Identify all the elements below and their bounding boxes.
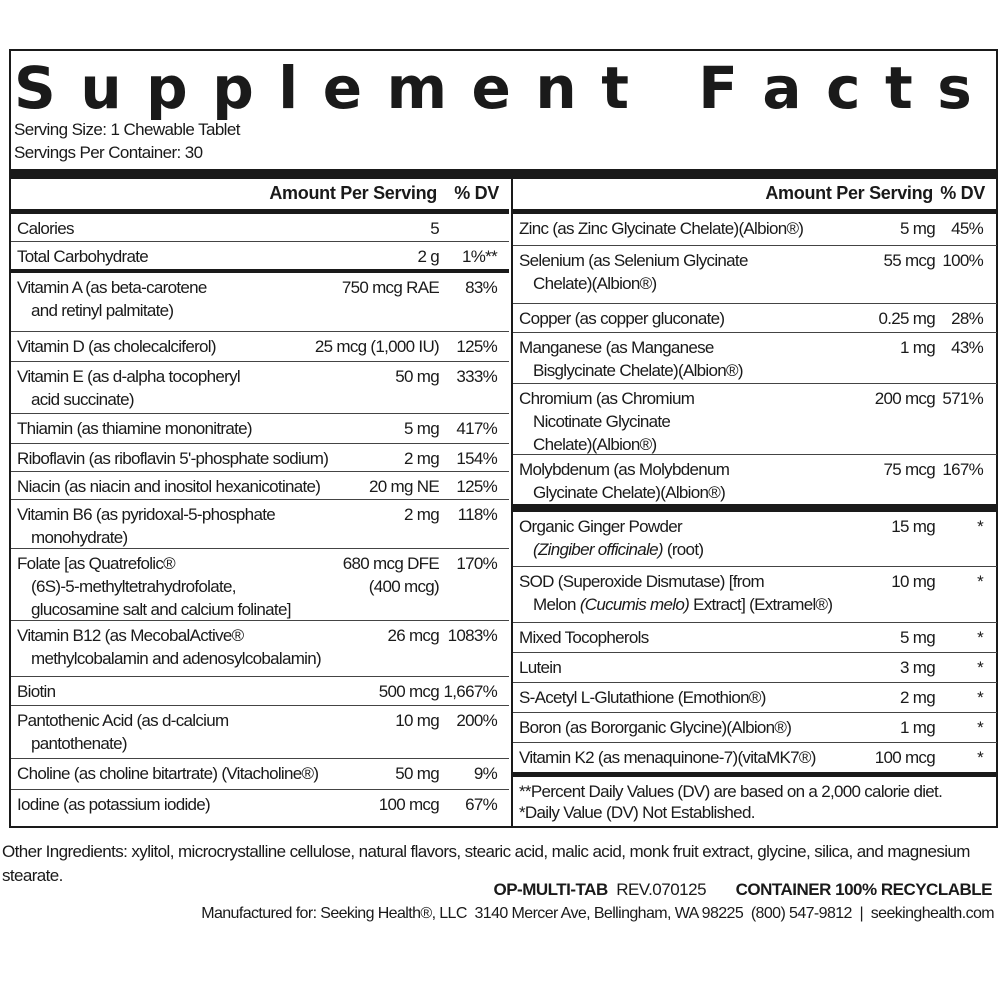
amount-line: 0.25 mg — [878, 309, 935, 328]
name-segment: Total Carbohydrate — [17, 247, 149, 266]
product-code: OP-MULTI-TAB — [493, 880, 608, 899]
nutrient-amount — [395, 709, 439, 732]
nutrient-row — [11, 499, 509, 548]
footnotes — [513, 777, 997, 823]
divider-bar — [11, 169, 996, 179]
nutrient-amount — [369, 475, 439, 498]
nutrient-name-line — [519, 570, 832, 593]
nutrient-name — [519, 249, 748, 295]
nutrient-name — [17, 276, 207, 322]
nutrient-name-line — [519, 458, 729, 481]
nutrient-amount — [891, 515, 935, 538]
nutrient-dv: 28% — [951, 309, 983, 328]
nutrient-row — [11, 413, 509, 443]
name-segment: Folate [as Quatrefolic® — [17, 554, 176, 573]
name-segment: Vitamin K2 (as menaquinone-7)(vitaMK7®) — [519, 748, 816, 767]
name-segment: Mixed Tocopherols — [519, 628, 649, 647]
nutrient-row — [11, 620, 509, 676]
name-segment: Melon — [533, 595, 580, 614]
title-letter — [654, 58, 674, 118]
nutrient-amount — [404, 417, 439, 440]
nutrient-name — [519, 656, 561, 679]
nutrient-name — [17, 552, 291, 621]
nutrient-amount — [430, 217, 439, 240]
name-segment: Zinc (as Zinc Glycinate Chelate)(Albion®) — [519, 219, 804, 238]
name-segment: and retinyl palmitate) — [31, 301, 174, 320]
nutrient-name-line — [17, 598, 291, 621]
nutrient-row — [11, 789, 509, 819]
nutrient-row — [513, 245, 997, 303]
nutrient-row — [513, 712, 997, 742]
nutrient-name-line — [519, 746, 816, 769]
table-header — [513, 179, 997, 209]
title-letter: S — [14, 54, 56, 122]
amount-line: (400 mcg) — [368, 577, 439, 596]
nutrient-amount — [315, 335, 439, 358]
name-segment: (root) — [662, 540, 704, 559]
nutrient-row — [11, 241, 509, 269]
nutrient-row — [11, 471, 509, 499]
nutrient-dv: 1%** — [461, 247, 497, 266]
nutrient-name — [17, 365, 240, 411]
name-segment: Vitamin D (as cholecalciferol) — [17, 337, 216, 356]
nutrient-amount — [900, 626, 935, 649]
nutrient-dv: * — [977, 718, 983, 737]
title-letter: c — [826, 54, 861, 122]
amount-line: 2 g — [417, 247, 439, 266]
nutrient-name — [17, 447, 328, 470]
revision: REV.070125 — [616, 880, 707, 899]
nutrient-name — [519, 570, 832, 616]
dv-header: % DV — [940, 183, 985, 203]
name-segment: Thiamin (as thiamine mononitrate) — [17, 419, 252, 438]
divider-thick — [513, 504, 997, 512]
nutrient-dv: 43% — [951, 338, 983, 357]
nutrient-name — [17, 624, 321, 670]
product-codes — [494, 880, 993, 900]
nutrient-name-line — [519, 359, 743, 382]
nutrient-row — [11, 758, 509, 789]
nutrient-amount — [379, 680, 439, 703]
nutrient-row — [513, 303, 997, 332]
amount-line: 500 mcg — [378, 682, 439, 701]
name-segment: (Zingiber officinale) — [533, 540, 663, 559]
nutrient-name — [519, 515, 703, 561]
nutrient-dv: 333% — [456, 367, 497, 386]
nutrient-dv: * — [977, 688, 983, 707]
name-segment: Extract] (Extramel®) — [689, 595, 833, 614]
nutrient-row — [11, 705, 509, 758]
nutrient-amount — [900, 686, 935, 709]
nutrient-amount — [379, 793, 439, 816]
nutrient-dv: 200% — [456, 711, 497, 730]
footnote: *Daily Value (DV) Not Established. — [519, 803, 755, 822]
name-segment: (Cucumis melo) — [579, 595, 690, 614]
nutrient-name-line — [17, 475, 320, 498]
title-letter: t — [601, 54, 629, 122]
name-segment: methylcobalamin and adenosylcobalamin) — [31, 649, 321, 668]
title-letter: F — [698, 54, 738, 122]
title-letter: p — [146, 54, 188, 122]
nutrient-name — [17, 503, 275, 549]
nutrient-name — [519, 716, 791, 739]
amount-line: 5 — [430, 219, 439, 238]
nutrient-name — [519, 458, 729, 504]
nutrient-name-line — [519, 433, 694, 456]
nutrient-name-line — [17, 762, 318, 785]
amount-line: 2 mg — [404, 449, 439, 468]
amount-line: 15 mg — [891, 517, 935, 536]
name-segment: Boron (as Bororganic Glycine)(Albion®) — [519, 718, 792, 737]
name-segment: Glycinate Chelate)(Albion®) — [533, 483, 726, 502]
nutrient-amount — [342, 276, 439, 299]
nutrient-dv: * — [977, 628, 983, 647]
amount-line: 5 mg — [900, 628, 935, 647]
nutrient-amount — [878, 307, 935, 330]
nutrient-name-line — [17, 447, 328, 470]
nutrient-dv: 83% — [465, 278, 497, 297]
nutrient-row — [513, 512, 997, 566]
nutrient-name-line — [519, 336, 743, 359]
title-letter: s — [937, 54, 972, 122]
nutrient-row — [11, 443, 509, 471]
amount-line: 20 mg NE — [369, 477, 439, 496]
nutrient-dv: 571% — [942, 389, 983, 408]
amount-line: 75 mcg — [883, 460, 935, 479]
nutrient-name-line — [17, 335, 216, 358]
nutrient-name — [17, 680, 55, 703]
nutrient-row — [11, 361, 509, 413]
dv-header: % DV — [454, 183, 499, 203]
nutrient-name — [17, 245, 148, 268]
name-segment: Pantothenic Acid (as d-calcium — [17, 711, 229, 730]
nutrient-name-line — [519, 249, 748, 272]
nutrient-name-line — [17, 793, 210, 816]
nutrient-dv: 125% — [456, 337, 497, 356]
name-segment: glucosamine salt and calcium folinate] — [31, 600, 291, 619]
nutrient-name-line — [17, 388, 240, 411]
name-segment: Calories — [17, 219, 74, 238]
nutrient-dv: 118% — [457, 505, 497, 524]
nutrient-name — [519, 387, 694, 456]
serving-size: Serving Size: 1 Chewable Tablet — [14, 120, 240, 139]
nutrient-name — [519, 746, 816, 769]
amount-line: 680 mcg DFE — [342, 554, 439, 573]
manufacturer-info: Manufactured for: Seeking Health®, LLC 3140 Mercer Ave, Bellingham, WA 98225 (800) 547-9812 | seekinghealth.com — [201, 905, 994, 922]
nutrient-dv: 167% — [942, 460, 983, 479]
nutrient-name-line — [17, 276, 207, 299]
amount-line: 2 mg — [900, 688, 935, 707]
nutrient-name — [519, 307, 724, 330]
title-letter: l — [278, 54, 299, 122]
amount-line: 100 mcg — [378, 795, 439, 814]
amount-line: 5 mg — [404, 419, 439, 438]
nutrient-name-line — [519, 272, 748, 295]
nutrient-name-line — [17, 732, 228, 755]
nutrient-name-line — [17, 217, 74, 240]
nutrient-name-line — [17, 647, 321, 670]
amount-line: 200 mcg — [874, 389, 935, 408]
nutrient-amount — [417, 245, 439, 268]
name-segment: Chelate)(Albion®) — [533, 274, 657, 293]
amount-line: 26 mcg — [387, 626, 439, 645]
amount-line: 55 mcg — [883, 251, 935, 270]
nutrient-name — [17, 475, 320, 498]
panel-title — [14, 54, 972, 122]
nutrient-dv: 170% — [456, 554, 497, 573]
nutrient-dv: * — [977, 572, 983, 591]
name-segment: S-Acetyl L-Glutathione (Emothion®) — [519, 688, 766, 707]
nutrient-name-line — [519, 686, 766, 709]
title-letter: t — [884, 54, 913, 122]
name-segment: Molybdenum (as Molybdenum — [519, 460, 730, 479]
nutrient-row — [513, 742, 997, 772]
nutrient-dv: 9% — [473, 764, 497, 783]
name-segment: Iodine (as potassium iodide) — [17, 795, 211, 814]
nutrient-name-line — [17, 680, 55, 703]
nutrient-row — [11, 273, 509, 331]
nutrient-amount — [883, 458, 935, 481]
nutrient-name-line — [17, 365, 240, 388]
name-segment: Selenium (as Selenium Glycinate — [519, 251, 748, 270]
nutrient-amount — [900, 656, 935, 679]
nutrient-name-line — [17, 526, 275, 549]
nutrient-name-line — [519, 593, 832, 616]
amount-header: Amount Per Serving — [765, 183, 933, 203]
name-segment: monohydrate) — [31, 528, 128, 547]
name-segment: Lutein — [519, 658, 562, 677]
nutrient-amount — [875, 746, 935, 769]
amount-line: 1 mg — [900, 338, 935, 357]
nutrient-name-line — [519, 626, 649, 649]
amount-line: 100 mcg — [874, 748, 935, 767]
nutrient-dv: 1083% — [447, 626, 497, 645]
name-segment: Manganese (as Manganese — [519, 338, 714, 357]
nutrient-name-line — [519, 387, 694, 410]
nutrient-name — [17, 217, 74, 240]
nutrient-amount — [395, 365, 439, 388]
nutrient-name-line — [519, 538, 703, 561]
nutrient-dv: 100% — [942, 251, 983, 270]
amount-line: 1 mg — [900, 718, 935, 737]
name-segment: (6S)-5-methyltetrahydrofolate, — [31, 577, 236, 596]
recyclable-note: CONTAINER 100% RECYCLABLE — [735, 880, 992, 899]
nutrient-dv: * — [977, 517, 983, 536]
title-letter: u — [80, 54, 122, 122]
amount-line: 750 mcg RAE — [341, 278, 439, 297]
servings-per-container: Servings Per Container: 30 — [14, 143, 203, 162]
nutrient-row — [11, 548, 509, 620]
amount-line: 50 mg — [395, 764, 439, 783]
nutrient-amount — [395, 762, 439, 785]
name-segment: Vitamin A (as beta-carotene — [17, 278, 207, 297]
nutrient-row — [513, 682, 997, 712]
title-letter: e — [322, 54, 363, 122]
name-segment: Vitamin B12 (as MecobalActive® — [17, 626, 244, 645]
nutrient-row — [513, 332, 997, 383]
nutrient-amount — [900, 217, 935, 240]
nutrient-row — [513, 622, 997, 652]
name-segment: pantothenate) — [31, 734, 127, 753]
nutrient-name-line — [519, 481, 729, 504]
nutrient-row — [513, 383, 997, 454]
name-segment: Niacin (as niacin and inositol hexanicotinate) — [17, 477, 321, 496]
amount-line: 5 mg — [900, 219, 935, 238]
nutrient-dv: 67% — [465, 795, 497, 814]
name-segment: Choline (as choline bitartrate) (Vitacholine®) — [17, 764, 319, 783]
nutrient-amount — [404, 447, 439, 470]
nutrient-dv: 1,667% — [443, 682, 497, 701]
amount-line: 25 mcg (1,000 IU) — [314, 337, 439, 356]
amount-line: 3 mg — [900, 658, 935, 677]
nutrient-amount — [387, 624, 439, 647]
nutrient-name-line — [17, 299, 207, 322]
nutrient-name-line — [519, 716, 791, 739]
nutrient-name-line — [519, 217, 803, 240]
name-segment: Nicotinate Glycinate — [533, 412, 671, 431]
nutrient-name — [519, 336, 743, 382]
nutrient-dv: 417% — [456, 419, 497, 438]
other-ingredients: Other Ingredients: xylitol, microcrystalline cellulose, natural flavors, stearic acid, malic acid, monk fruit extract, glycine, silica, and magnesium stearate. — [2, 842, 970, 885]
nutrient-table-left — [11, 179, 509, 819]
nutrient-name — [17, 335, 216, 358]
name-segment: Riboflavin (as riboflavin 5'-phosphate sodium) — [17, 449, 329, 468]
nutrient-name — [17, 762, 318, 785]
footnote: **Percent Daily Values (DV) are based on a 2,000 calorie diet. — [519, 782, 943, 801]
nutrient-row — [11, 331, 509, 361]
nutrient-amount — [404, 503, 439, 526]
nutrient-amount — [891, 570, 935, 593]
title-letter: m — [386, 54, 447, 122]
nutrient-dv: 45% — [951, 219, 983, 238]
amount-line: 2 mg — [404, 505, 439, 524]
nutrient-row — [513, 454, 997, 504]
nutrient-dv: * — [977, 658, 983, 677]
title-letter: n — [535, 54, 577, 122]
name-segment: Vitamin E (as d-alpha tocopheryl — [17, 367, 240, 386]
nutrient-dv: * — [977, 748, 983, 767]
nutrient-name — [17, 417, 252, 440]
nutrient-name-line — [519, 410, 694, 433]
name-segment: Bisglycinate Chelate)(Albion®) — [533, 361, 743, 380]
nutrient-row — [11, 214, 509, 241]
nutrient-name — [17, 793, 210, 816]
nutrient-name — [17, 709, 228, 755]
amount-header: Amount Per Serving — [269, 183, 437, 203]
nutrient-name-line — [17, 245, 148, 268]
title-letter: e — [471, 54, 511, 122]
table-header — [11, 179, 509, 209]
name-segment: Organic Ginger Powder — [519, 517, 682, 536]
nutrient-row — [513, 652, 997, 682]
nutrient-name-line — [17, 624, 321, 647]
name-segment: Vitamin B6 (as pyridoxal-5-phosphate — [17, 505, 275, 524]
nutrient-name — [519, 686, 766, 709]
name-segment: Chromium (as Chromium — [519, 389, 695, 408]
nutrient-name — [519, 217, 803, 240]
nutrient-amount — [900, 336, 935, 359]
nutrient-name-line — [17, 552, 291, 575]
name-segment: SOD (Superoxide Dismutase) [from — [519, 572, 764, 591]
title-letter: a — [762, 54, 802, 122]
nutrient-name-line — [17, 417, 252, 440]
nutrient-dv: 154% — [456, 449, 497, 468]
nutrient-row — [513, 214, 997, 245]
name-segment: acid succinate) — [31, 390, 134, 409]
nutrient-amount — [343, 552, 439, 598]
nutrient-name-line — [519, 307, 724, 330]
nutrient-amount — [875, 387, 935, 410]
nutrient-amount — [883, 249, 935, 272]
nutrient-table-right — [511, 179, 997, 826]
name-segment: Copper (as copper gluconate) — [519, 309, 725, 328]
name-segment: Biotin — [17, 682, 56, 701]
title-letter: p — [212, 54, 254, 122]
nutrient-name — [519, 626, 649, 649]
nutrient-name-line — [17, 575, 291, 598]
name-segment: Chelate)(Albion®) — [533, 435, 657, 454]
nutrient-name-line — [519, 656, 561, 679]
amount-line: 50 mg — [395, 367, 439, 386]
nutrient-row — [513, 566, 997, 622]
amount-line: 10 mg — [395, 711, 439, 730]
amount-line: 10 mg — [891, 572, 935, 591]
nutrient-amount — [900, 716, 935, 739]
nutrient-row — [11, 676, 509, 705]
nutrient-name-line — [519, 515, 703, 538]
nutrient-dv: 125% — [456, 477, 497, 496]
nutrient-name-line — [17, 709, 228, 732]
nutrient-name-line — [17, 503, 275, 526]
